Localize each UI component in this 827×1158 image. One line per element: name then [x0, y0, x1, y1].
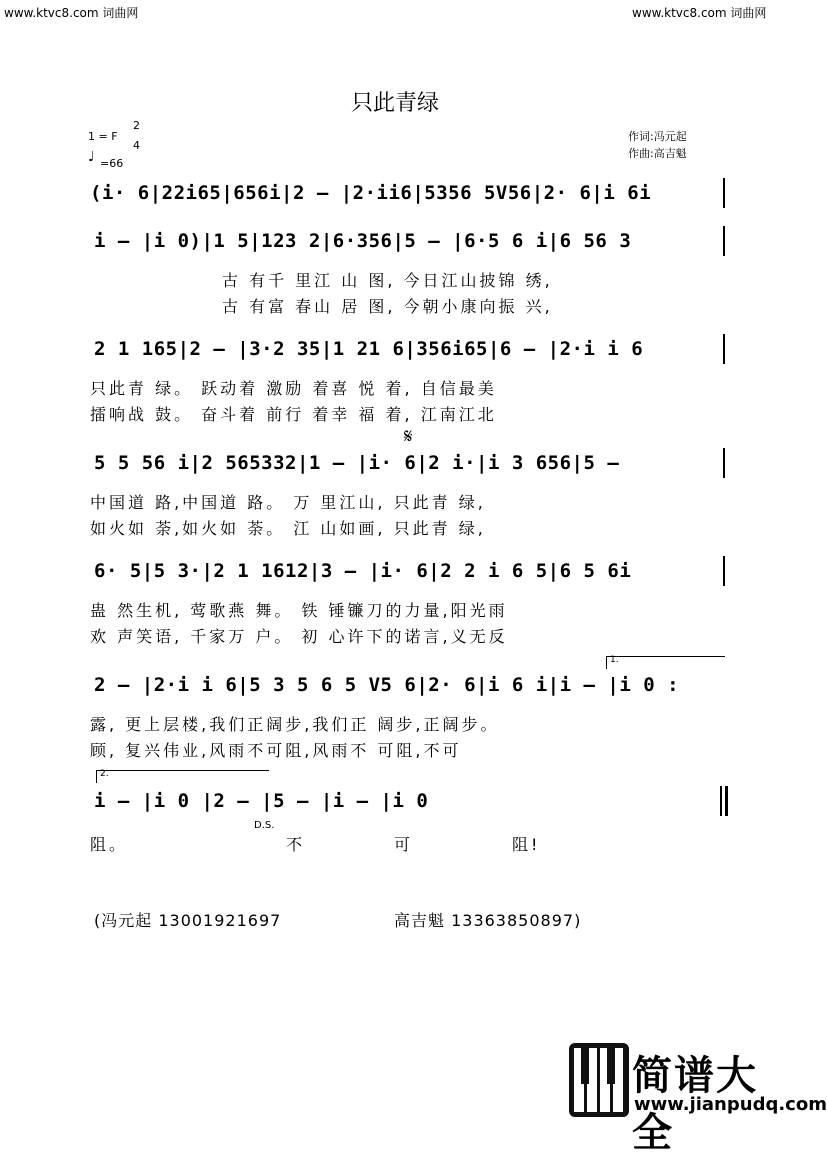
quarter-note-icon: ♩	[88, 149, 95, 165]
key-signature: 1 = F	[88, 130, 118, 143]
dal-segno-marking: D.S.	[254, 820, 275, 831]
lyric-zu: 阻!	[512, 835, 541, 854]
lyric-line-4b: 欢 声笑语, 千家万 户。 初 心许下的诺言,义无反	[90, 627, 508, 646]
first-ending-bracket	[606, 656, 725, 669]
notation-line-3: 2 1 165|2 – |3·2 35|1 21 6|356i65|6 – |2·i i 6	[94, 338, 644, 360]
barline	[723, 556, 725, 586]
barline	[723, 178, 725, 208]
lyric-line-2a: 只此青 绿。 跃动着 激励 着喜 悦 着, 自信最美	[90, 379, 497, 398]
piano-keys-icon	[568, 1042, 630, 1118]
lyric-line-4a: 蛊 然生机, 莺歌燕 舞。 铁 锤镰刀的力量,阳光雨	[90, 601, 508, 620]
lyric-line-5b: 顾, 复兴伟业,风雨不可阻,风雨不 可阻,不可	[90, 741, 462, 760]
first-ending-number: 1.	[610, 655, 619, 665]
site-watermark-right: www.ktvc8.com 词曲网	[632, 6, 767, 20]
lyric-line-1b: 古 有富 春山 居 图, 今朝小康向振 兴,	[222, 297, 553, 316]
lyric-line-3a: 中国道 路,中国道 路。 万 里江山, 只此青 绿,	[90, 493, 486, 512]
final-barline	[720, 786, 722, 816]
contact-lyricist: (冯元起 13001921697	[94, 911, 282, 930]
contact-composer: 高吉魁 13363850897)	[394, 911, 582, 930]
final-barline-thick	[725, 786, 728, 816]
segno-sign: 𝄋	[404, 424, 413, 448]
lyric-line-6: 阻。	[90, 835, 129, 854]
second-ending-number: 2.	[100, 769, 109, 779]
barline	[723, 448, 725, 478]
tempo-marking: =66	[100, 157, 124, 170]
jianpudq-logo	[568, 1040, 827, 1156]
notation-line-2: i – |i 0)|1 5|123 2|6·356|5 – |6·5 6 i|6 56 3	[94, 230, 632, 252]
lyricist-credit: 作词:冯元起	[628, 130, 687, 143]
logo-url: www.jianpudq.com	[634, 1094, 827, 1115]
time-signature-bottom: 4	[133, 139, 140, 152]
composer-credit: 作曲:高吉魁	[628, 147, 687, 160]
lyric-line-3b: 如火如 荼,如火如 荼。 江 山如画, 只此青 绿,	[90, 519, 486, 538]
lyric-line-5a: 露, 更上层楼,我们正阔步,我们正 阔步,正阔步。	[90, 715, 500, 734]
notation-line-1: (i· 6|22i65|656i|2 – |2·ii6|5356 5V56|2· 6|i 6i	[90, 182, 652, 204]
second-ending-bracket	[96, 770, 269, 783]
site-watermark-left: www.ktvc8.com 词曲网	[4, 6, 139, 20]
logo-name: 简谱大全	[632, 1053, 758, 1156]
time-signature-top: 2	[133, 119, 140, 132]
song-title: 只此青绿	[350, 91, 439, 116]
lyric-line-2b: 擂响战 鼓。 奋斗着 前行 着幸 福 着, 江南江北	[90, 405, 497, 424]
notation-line-7: i – |i 0 |2 – |5 – |i – |i 0	[94, 790, 429, 812]
lyric-bu: 不	[286, 835, 306, 854]
barline	[723, 334, 725, 364]
notation-line-4: 5 5 56 i|2 565332|1 – |i· 6|2 i·|i 3 656|5 –	[94, 452, 620, 474]
lyric-line-1a: 古 有千 里江 山 图, 今日江山披锦 绣,	[222, 271, 553, 290]
lyric-ke: 可	[394, 835, 414, 854]
barline	[723, 226, 725, 256]
notation-line-6: 2 – |2·i i 6|5 3 5 6 5 V5 6|2· 6|i 6 i|i – |i 0 :	[94, 674, 680, 696]
notation-line-5: 6· 5|5 3·|2 1 1612|3 – |i· 6|2 2 i 6 5|6 5 6i	[94, 560, 632, 582]
